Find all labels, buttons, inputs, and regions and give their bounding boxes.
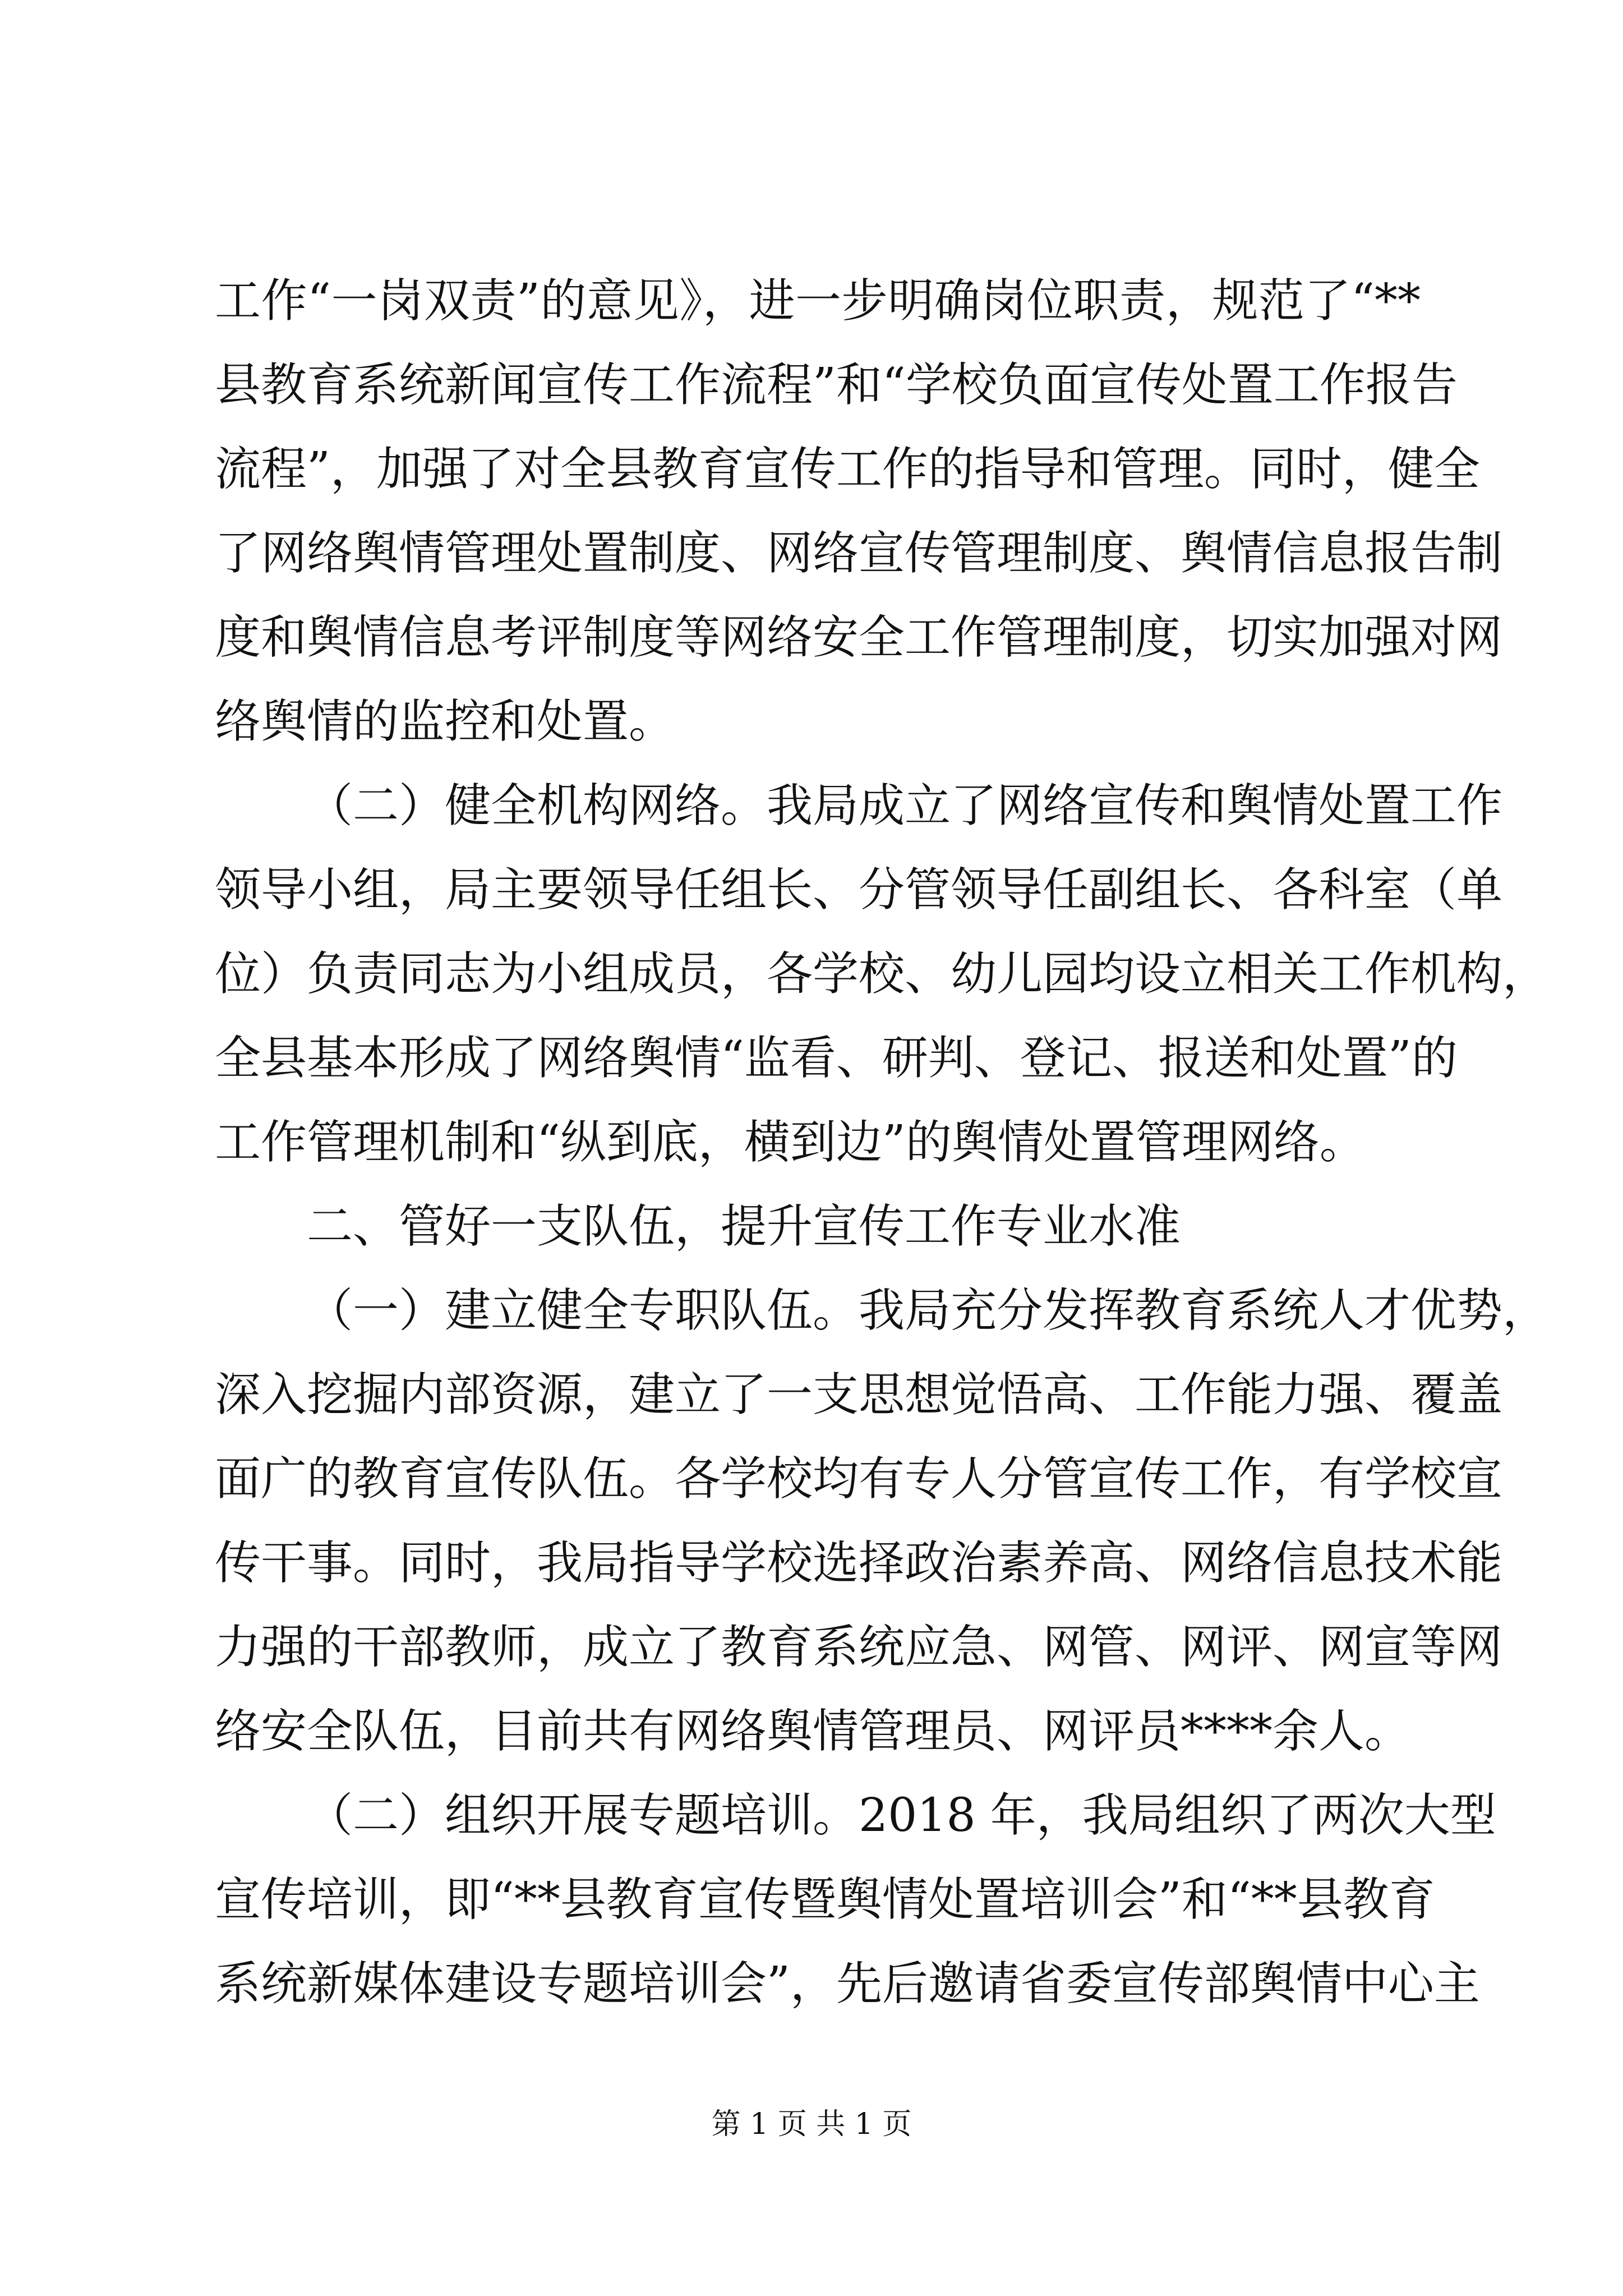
page-number-label: 第 1 页 共 1 页 bbox=[711, 2108, 912, 2141]
text-line: 力强的干部教师，成立了教育系统应急、网管、网评、网宣等网 bbox=[215, 1621, 1503, 1674]
text-line: 面广的教育宣传队伍。各学校均有专人分管宣传工作，有学校宣 bbox=[215, 1452, 1503, 1506]
text-line: 传干事。同时，我局指导学校选择政治素养高、网络信息技术能 bbox=[215, 1536, 1503, 1590]
text-line: 工作“一岗双责”的意见》，进一步明确岗位职责，规范了“** bbox=[215, 274, 1421, 328]
page-footer bbox=[0, 2105, 1623, 2144]
text-line: 系统新媒体建设专题培训会”，先后邀请省委宣传部舆情中心主 bbox=[215, 1957, 1480, 2010]
text-line: 了网络舆情管理处置制度、网络宣传管理制度、舆情信息报告制 bbox=[215, 527, 1503, 580]
text-line: 宣传培训，即“**县教育宣传暨舆情处置培训会”和“**县教育 bbox=[215, 1873, 1435, 1926]
text-line: 领导小组，局主要领导任组长、分管领导任副组长、各科室（单 bbox=[215, 863, 1503, 917]
text-line: （二）组织开展专题培训。2018 年，我局组织了两次大型 bbox=[307, 1789, 1496, 1842]
text-line: 二、管好一支队伍，提升宣传工作专业水准 bbox=[307, 1200, 1181, 1253]
text-line: 位）负责同志为小组成员，各学校、幼儿园均设立相关工作机构， bbox=[215, 947, 1549, 1001]
document-body bbox=[215, 259, 1549, 2026]
text-line: 络舆情的监控和处置。 bbox=[215, 695, 675, 748]
text-line: 络安全队伍，目前共有网络舆情管理员、网评员****余人。 bbox=[215, 1705, 1411, 1758]
text-line: 县教育系统新闻宣传工作流程”和“学校负面宣传处置工作报告 bbox=[215, 358, 1458, 412]
text-line: 流程”，加强了对全县教育宣传工作的指导和管理。同时，健全 bbox=[215, 443, 1480, 496]
text-line: 深入挖掘内部资源，建立了一支思想觉悟高、工作能力强、覆盖 bbox=[215, 1368, 1503, 1421]
text-line: （二）健全机构网络。我局成立了网络宣传和舆情处置工作 bbox=[307, 779, 1503, 832]
text-line: 全县基本形成了网络舆情“监看、研判、登记、报送和处置”的 bbox=[215, 1032, 1458, 1085]
text-line: （一）建立健全专职队伍。我局充分发挥教育系统人才优势， bbox=[307, 1284, 1549, 1337]
text-line: 工作管理机制和“纵到底，横到边”的舆情处置管理网络。 bbox=[215, 1116, 1366, 1169]
text-line: 度和舆情信息考评制度等网络安全工作管理制度，切实加强对网 bbox=[215, 611, 1503, 664]
